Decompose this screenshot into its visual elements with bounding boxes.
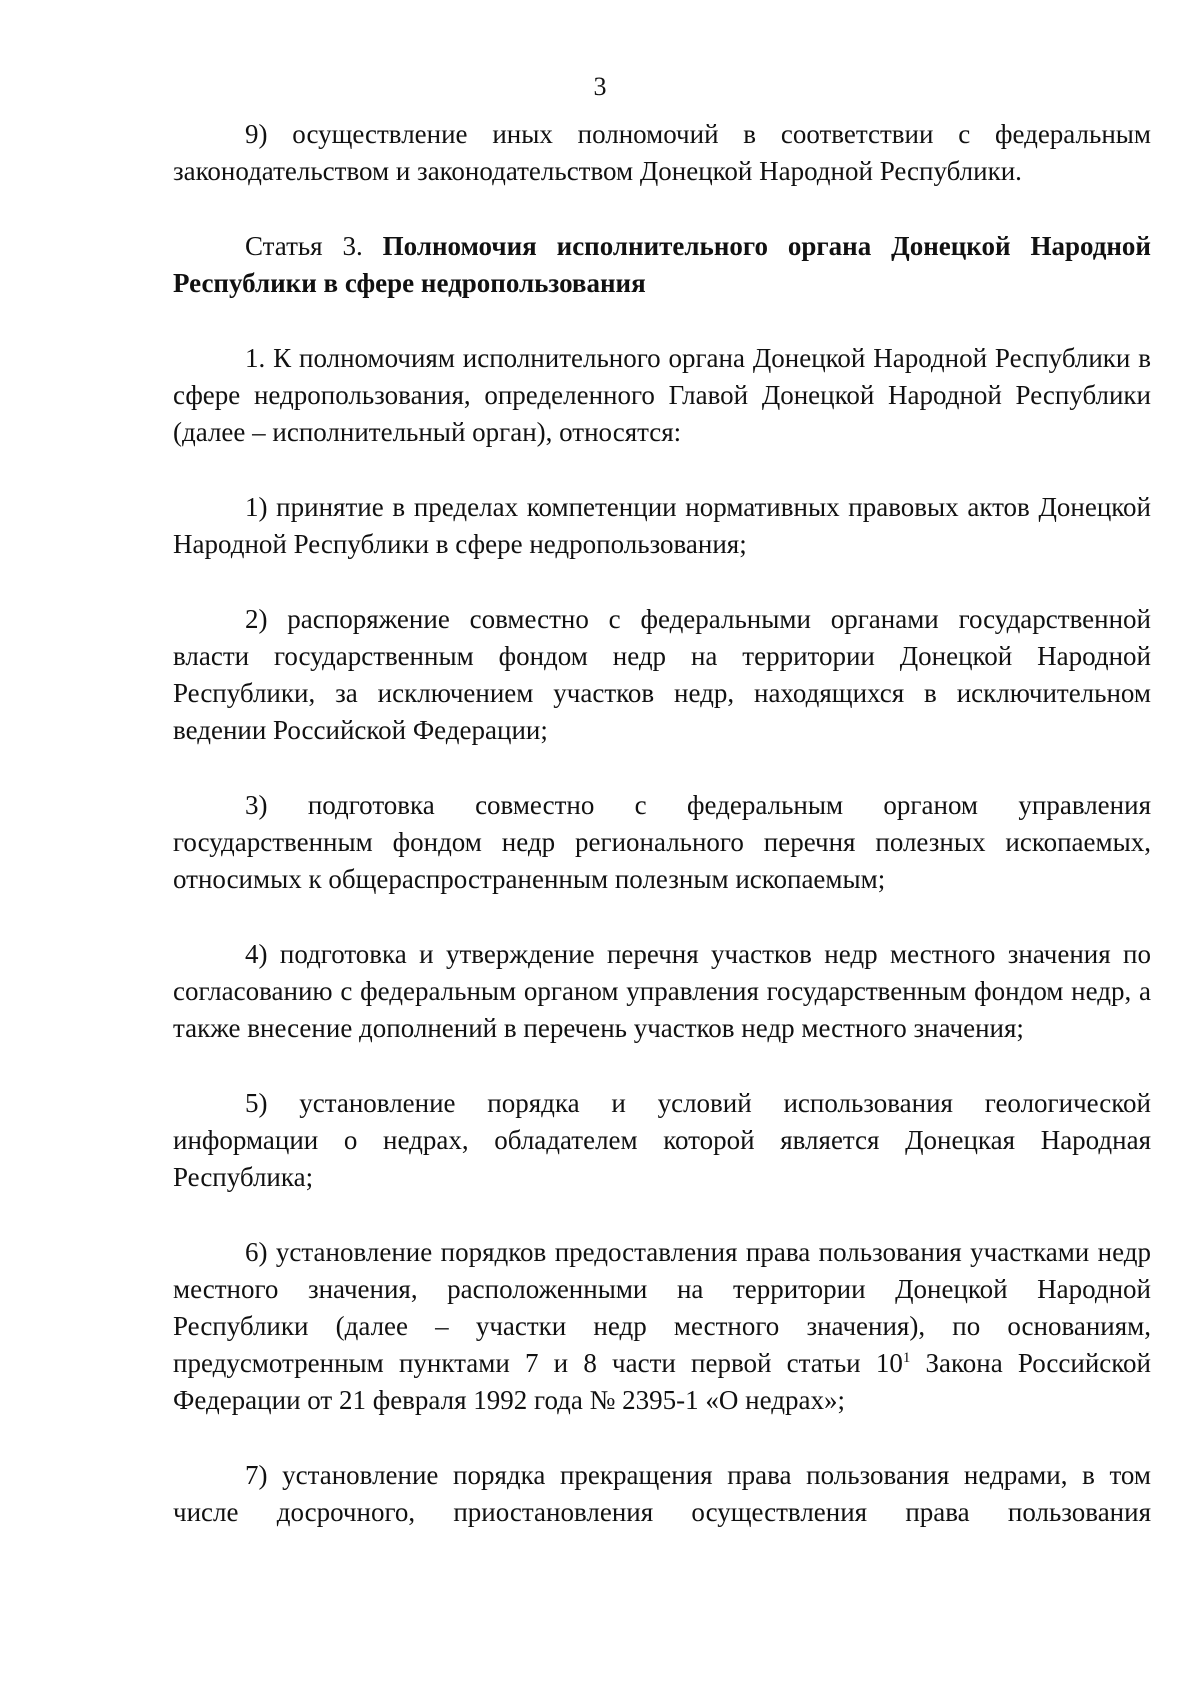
article-3-heading — [173, 228, 1151, 302]
document-body — [173, 116, 1151, 1531]
item-6-text-before-superscript: 6) установление порядков предоставления права пользования участками недр местного значения, расположенными на территории Донецкой Народной Республики (далее – участки недр местного значения), по основаниям, предусмотренным пунктами 7 и 8 части первой статьи 10 — [173, 1237, 1151, 1378]
page-number: 3 — [593, 72, 607, 101]
item-4-paragraph: 4) подготовка и утверждение перечня участков недр местного значения по согласованию с федеральным органом управления государственным фондом недр, а также внесение дополнений в перечень участков недр местного значения; — [173, 939, 1151, 1043]
item-6-paragraph — [173, 1234, 1151, 1419]
item-1-paragraph: 1) принятие в пределах компетенции нормативных правовых актов Донецкой Народной Республики в сфере недропользования; — [173, 492, 1151, 559]
item-7-paragraph: 7) установление порядка прекращения права пользования недрами, в том числе досрочного, приостановления осуществления права пользования — [173, 1460, 1151, 1527]
item-2-paragraph: 2) распоряжение совместно с федеральными органами государственной власти государственным фондом недр на территории Донецкой Народной Республики, за исключением участков недр, находящихся в исключительном ведении Российской Федерации; — [173, 604, 1151, 745]
clause-1-paragraph: 1. К полномочиям исполнительного органа Донецкой Народной Республики в сфере недропользования, определенного Главой Донецкой Народной Республики (далее – исполнительный орган), относятся: — [173, 343, 1151, 447]
item-6-superscript: 1 — [902, 1350, 911, 1366]
item-9-paragraph: 9) осуществление иных полномочий в соответствии с федеральным законодательством и законодательством Донецкой Народной Республики. — [173, 119, 1151, 186]
item-3-paragraph: 3) подготовка совместно с федеральным органом управления государственным фондом недр регионального перечня полезных ископаемых, относимых к общераспространенным полезным ископаемым; — [173, 790, 1151, 894]
article-3-prefix: Статья 3. — [245, 231, 383, 261]
article-3-title: Полномочия исполнительного органа Донецкой Народной Республики в сфере недропользования — [173, 231, 1151, 298]
item-6-text-after-superscript: Закона Российской Федерации от 21 февраля 1992 года № 2395-1 «О недрах»; — [173, 1348, 1151, 1415]
item-5-paragraph: 5) установление порядка и условий использования геологической информации о недрах, обладателем которой является Донецкая Народная Республика; — [173, 1088, 1151, 1192]
